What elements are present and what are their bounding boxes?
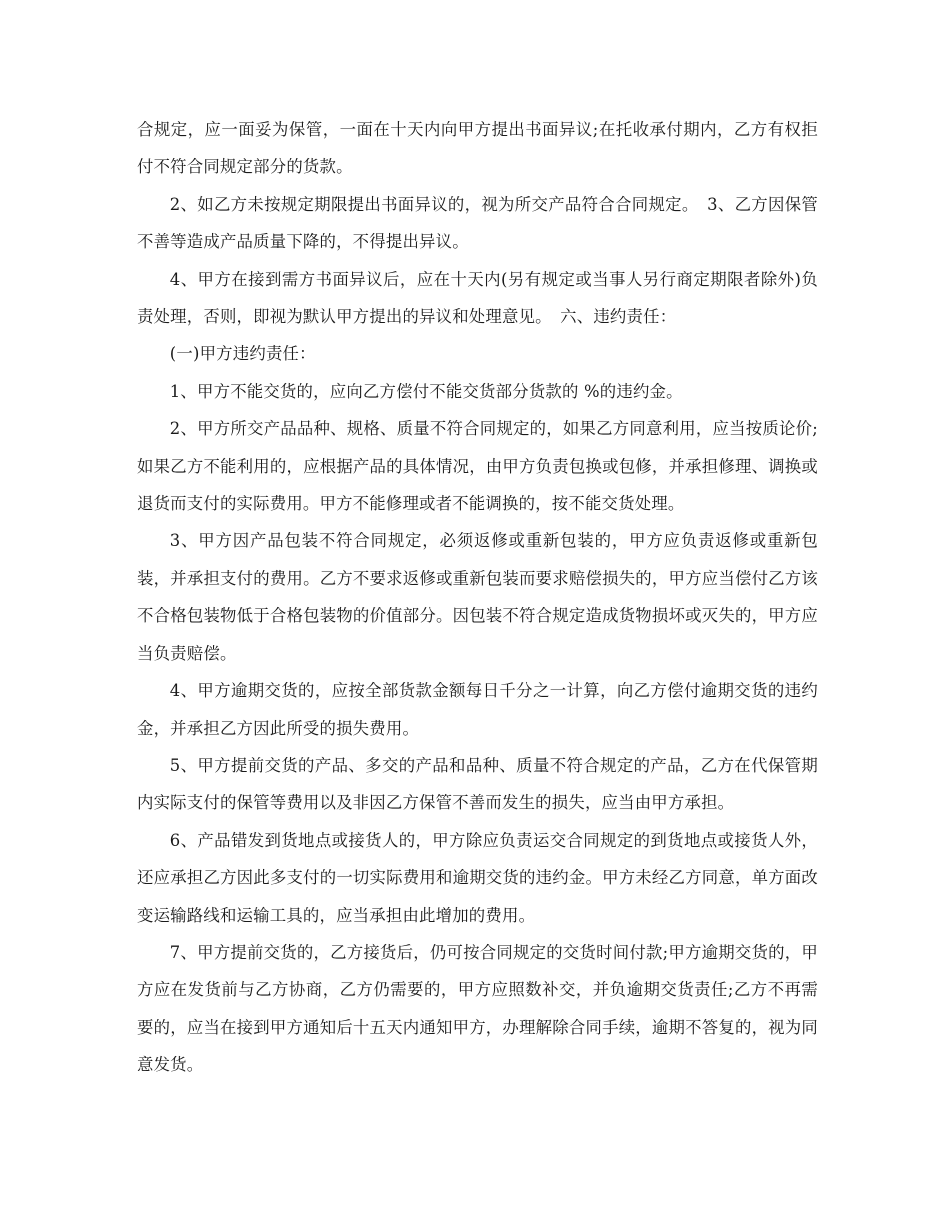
section-heading-party-a-liability: (一)甲方违约责任：	[169, 344, 316, 364]
paragraph-clause-3: 3、甲方因产品包装不符合同规定，必须返修或重新包装的，甲方应负责返修或重新包装，并承担支付的费用。乙方不要求返修或重新包装而要求赔偿损失的，甲方应当偿付乙方该不合格包装物低于合格包装物的价值部分。因包装不符合规定造成货物损坏或灭失的，甲方应当负责赔偿。	[137, 531, 818, 663]
document-body	[137, 111, 818, 1084]
paragraph-objection-handling: 4、甲方在接到需方书面异议后，应在十天内(另有规定或当事人另行商定期限者除外)负责处理，否则，即视为默认甲方提出的异议和处理意见。 六、违约责任：	[137, 269, 818, 327]
paragraph-clause-7: 7、甲方提前交货的，乙方接货后，仍可按合同规定的交货时间付款;甲方逾期交货的，甲方应在发货前与乙方协商，乙方仍需要的，甲方应照数补交，并负逾期交货责任;乙方不再需要的，应当在接到甲方通知后十五天内通知甲方，办理解除合同手续，逾期不答复的，视为同意发货。	[137, 942, 818, 1075]
paragraph-clause-5: 5、甲方提前交货的产品、多交的产品和品种、质量不符合规定的产品，乙方在代保管期内实际支付的保管等费用以及非因乙方保管不善而发生的损失，应当由甲方承担。	[137, 755, 818, 813]
paragraph-continuation: 合规定，应一面妥为保管，一面在十天内向甲方提出书面异议;在托收承付期内，乙方有权拒付不符合同规定部分的货款。	[137, 120, 818, 177]
paragraph-clause-1: 1、甲方不能交货的，应向乙方偿付不能交货部分货款的 %的违约金。	[169, 381, 683, 401]
paragraph-clause-4: 4、甲方逾期交货的，应按全部货款金额每日千分之一计算，向乙方偿付逾期交货的违约金，并承担乙方因此所受的损失费用。	[137, 681, 818, 738]
paragraph-clause-6: 6、产品错发到货地点或接货人的，甲方除应负责运交合同规定的到货地点或接货人外，还应承担乙方因此多支付的一切实际费用和逾期交货的违约金。甲方未经乙方同意，单方面改变运输路线和运输工具的，应当承担由此增加的费用。	[137, 830, 818, 925]
paragraph-clause-2: 2、甲方所交产品品种、规格、质量不符合同规定的，如果乙方同意利用，应当按质论价;如果乙方不能利用的，应根据产品的具体情况，由甲方负责包换或包修，并承担修理、调换或退货而支付的实际费用。甲方不能修理或者不能调换的，按不能交货处理。	[137, 419, 818, 514]
paragraph-objection-deadline: 2、如乙方未按规定期限提出书面异议的，视为所交产品符合合同规定。 3、乙方因保管不善等造成产品质量下降的，不得提出异议。	[137, 194, 818, 252]
